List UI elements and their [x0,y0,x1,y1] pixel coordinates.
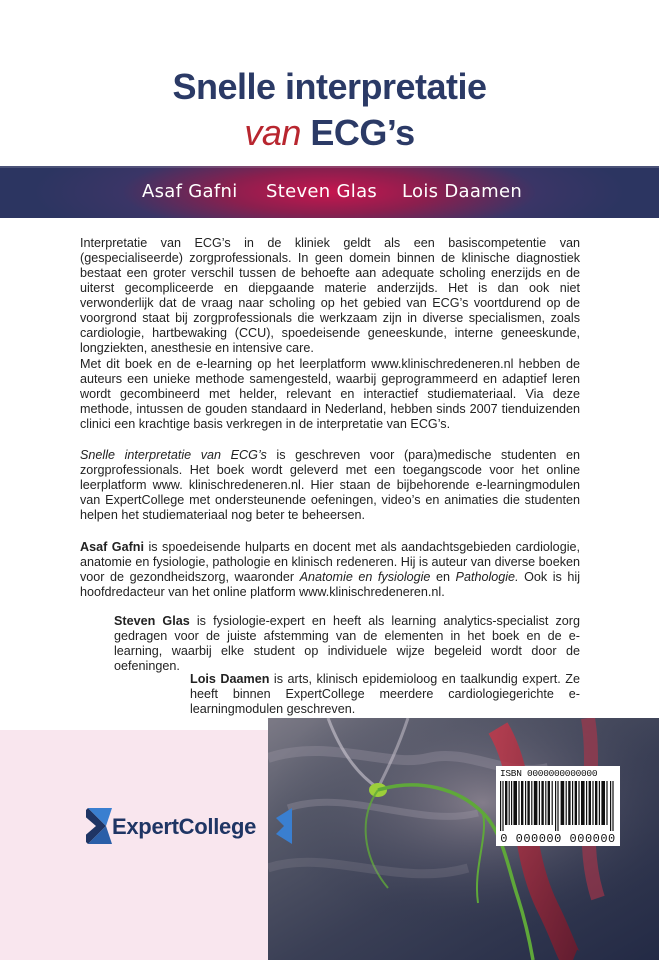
paragraph-text: en [430,570,456,584]
author-bio-name: Steven Glas [114,614,190,628]
author-name: Lois Daamen [402,181,523,202]
expertcollege-logo [86,804,292,850]
isbn-label: ISBN 0000000000000 [500,768,598,779]
barcode-box [496,766,620,846]
book-title-ecg: ECG’s [310,112,415,153]
author-bio-glas [114,614,580,674]
author-bio-name: Asaf Gafni [80,540,144,554]
book-title-line1: Snelle interpretatie [172,66,487,107]
author-name: Asaf Gafni [142,181,238,202]
author-bio-daamen [190,672,580,717]
paragraph-text: is fysiologie-expert en heeft als learning analytics-specialist zorg gedragen voor de juiste afstemming van de elementen in het boek en de e-learning, waarbij elke student op individuele wijze begeleid wordt door de oefeningen. [114,614,580,673]
book-title-reference: Snelle interpretatie van ECG’s [80,448,267,462]
paragraph-text: is geschreven voor (para)medische studenten en zorgprofessionals. Het boek wordt geleverd met een toegangscode voor het online leerplatform www. klinischredeneren.nl. Hier staan de bijbehorende e-learningmodulen van ExpertCollege met ondersteunende oefeningen, video’s en animaties die studenten helpen het studiemateriaal nog beter te beheersen. [80,448,580,522]
book-title-reference: Pathologie. [455,570,519,584]
barcode-group-2: 000000 [569,832,616,846]
book-title-line2 [0,112,659,154]
author-bio-name: Lois Daamen [190,672,270,686]
barcode-digits [496,832,620,846]
blurb-paragraph-2: Met dit boek en de e-learning op het leerplatform www.klinischredeneren.nl hebben de auteurs een unieke methode samengesteld, waarbij geprogrammeerd en adaptief leren wordt gecombineerd met helder, relevant en interactief studiemateriaal. Via deze methode, intussen de gouden standaard in Nederland, hebben sinds 2007 tienduizenden clinici een krachtige basis verkregen in de interpretatie van ECG’s. [80,357,580,431]
paragraph-text: is spoedeisende hulparts en docent met als aandachtsgebieden cardiologie, anatomie en fysiologie, pathologie en klinisch redeneren. Hij is auteur van diverse boeken voor de gezondheidszorg, waaronder [80,540,580,584]
book-title-van: van [244,112,301,153]
book-title-reference: Anatomie en fysiologie [299,570,431,584]
blurb-paragraph-3 [80,448,580,523]
blurb-paragraph-1: Interpretatie van ECG’s in de kliniek geldt als een basiscompetentie van (gespecialiseerde) zorgprofessionals. In geen domein binnen de klinische diagnostiek bestaat een groter verschil tussen de behoefte aan adequate scholing enerzijds en de uiterst gecompliceerde en diepgaande materie anderzijds. Het is dan ook niet verwonderlijk dat de vraag naar scholing op het gebied van ECG’s voortdurend op de voorgrond staat bij zorgprofessionals die werkzaam zijn in diverse specialismen, zoals cardiologie, hartbewaking (CCU), spoedeisende geneeskunde, interne geneeskunde, longziekten, anesthesie en intensive care. [80,236,580,355]
barcode-bars [500,781,616,831]
paragraph-text: is arts, klinisch epidemioloog en taalkundig expert. Ze heeft binnen ExpertCollege meerdere cardiologiegerichte e-learningmodulen geschreven. [190,672,580,716]
barcode-lead-digit: 0 [500,832,508,846]
logo-wordmark: ExpertCollege [112,814,257,839]
author-band-highlight [0,166,659,168]
paragraph-text: Ook is hij hoofdredacteur van het online platform www.klinischredeneren.nl. [80,570,581,599]
barcode-group-1: 000000 [515,832,562,846]
author-name: Steven Glas [266,181,378,202]
author-bio-gafni [80,540,580,600]
